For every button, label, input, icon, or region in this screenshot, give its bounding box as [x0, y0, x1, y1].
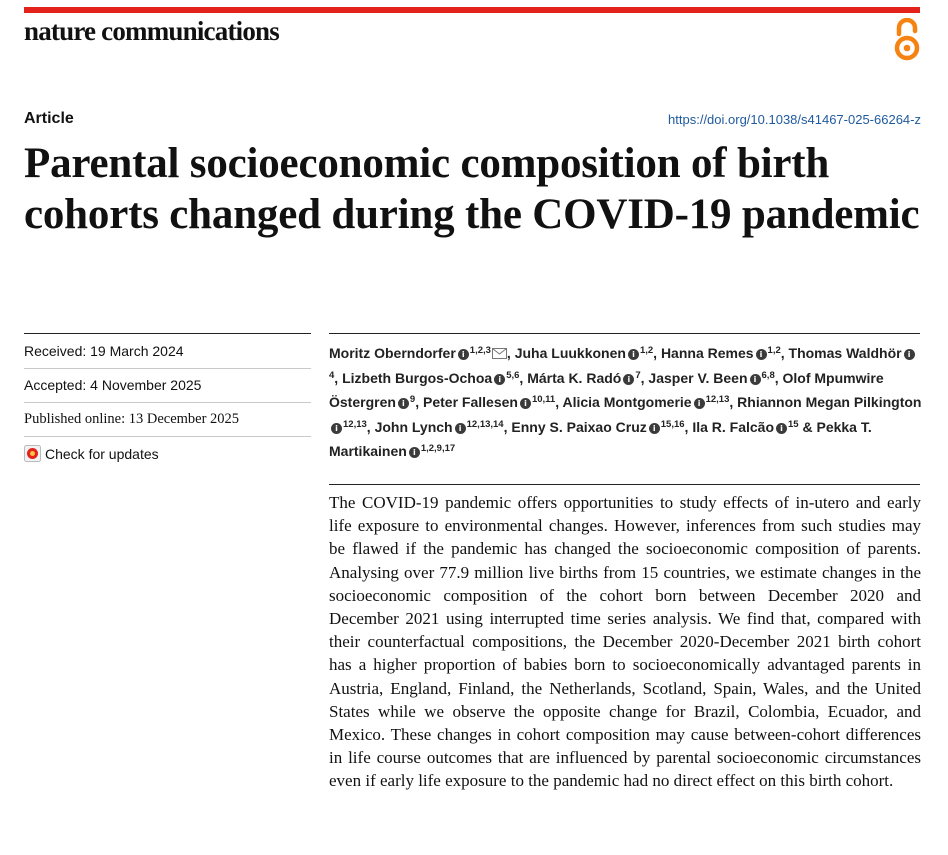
- author: [648, 370, 774, 386]
- author: [423, 394, 555, 410]
- author-separator: ,: [780, 345, 789, 361]
- author-separator: ,: [555, 394, 563, 411]
- abstract: The COVID-19 pandemic offers opportunities to study effects of in-utero and early life exposure to environmental changes. However, inferences from such studies may be flawed if the pandemic has changed the socioeconomic composition of parents. Analysing over 77.9 million live births from 15 countries, we estimate changes in the socioeconomic composition of the cohort born between December 2020 and December 2021 using interrupted time series analysis. We find that, compared with their counterfactual compositions, the December 2020-December 2021 birth cohort has a higher proportion of babies born to socioeconomically advantaged parents in Austria, England, Finland, the Netherlands, Scotland, Spain, Wales, and the United States while we observe the opposite change for Brazil, Colombia, Ecuador, and Mexico. These changes in cohort composition may cause between-cohort differences in life course outcomes that are influenced by parental socioeconomic circumstances even if early life exposure to the pandemic had no direct effect on this birth cohort.: [329, 493, 921, 791]
- author-separator: ,: [503, 418, 512, 435]
- author: [515, 345, 653, 361]
- affiliation-numbers: 12,13,14: [466, 418, 504, 430]
- journal-name: nature communications: [24, 16, 279, 46]
- author-separator: ,: [519, 369, 528, 386]
- affiliation-numbers: 12,13: [343, 418, 367, 430]
- affiliation-numbers: 1,2: [639, 345, 654, 356]
- author-name[interactable]: Pekka T. Martikainen: [329, 418, 872, 460]
- author-separator: ,: [640, 369, 649, 386]
- author-name[interactable]: Alicia Montgomerie: [562, 394, 692, 411]
- article-title: Parental socioeconomic composition of birth cohorts changed during the COVID-19 pandemic: [24, 140, 920, 238]
- orcid-icon[interactable]: i: [331, 423, 342, 434]
- orcid-icon[interactable]: i: [458, 349, 469, 360]
- author-separator: ,: [334, 369, 343, 386]
- affiliation-numbers: 10,11: [531, 394, 556, 406]
- orcid-icon[interactable]: i: [398, 398, 409, 409]
- author-separator: ,: [684, 418, 693, 435]
- meta-separator: [24, 436, 311, 437]
- author-name[interactable]: Márta K. Radó: [527, 369, 622, 386]
- orcid-icon[interactable]: i: [694, 398, 705, 409]
- check-updates-icon: [24, 445, 41, 462]
- author-name[interactable]: Enny S. Paixao Cruz: [511, 418, 647, 435]
- affiliation-numbers: 7: [635, 369, 641, 381]
- author: [329, 345, 507, 361]
- orcid-icon[interactable]: i: [409, 447, 420, 458]
- meta-separator: [24, 402, 311, 403]
- affiliation-numbers: 15: [788, 418, 799, 430]
- authors-divider: [329, 333, 920, 334]
- author-name[interactable]: Juha Luukkonen: [514, 345, 626, 361]
- doi-link[interactable]: https://doi.org/10.1038/s41467-025-66264-z: [668, 112, 921, 127]
- author-separator: &: [798, 418, 817, 435]
- orcid-icon[interactable]: i: [756, 349, 767, 360]
- affiliation-numbers: 15,16: [660, 418, 685, 430]
- author-separator: ,: [774, 369, 783, 386]
- author-separator: ,: [366, 418, 375, 435]
- author-separator: ,: [653, 345, 661, 361]
- orcid-icon[interactable]: i: [455, 423, 466, 434]
- author-name[interactable]: Ila R. Falcão: [692, 418, 775, 435]
- author: [511, 419, 684, 435]
- abstract-divider: [329, 484, 920, 485]
- orcid-icon[interactable]: i: [628, 349, 639, 360]
- author-list: [329, 340, 924, 463]
- author: [342, 370, 519, 386]
- affiliation-numbers: 12,13: [705, 394, 730, 406]
- author-name[interactable]: Moritz Oberndorfer: [329, 345, 456, 361]
- author-name[interactable]: Peter Fallesen: [423, 394, 518, 411]
- check-updates-button[interactable]: [24, 445, 159, 462]
- author-name[interactable]: Thomas Waldhör: [788, 345, 902, 361]
- orcid-icon[interactable]: i: [750, 374, 761, 385]
- affiliation-numbers: 1,2,3: [469, 345, 491, 356]
- open-access-icon: [892, 18, 922, 62]
- author-name[interactable]: Olof Mpumwire Östergren: [329, 369, 884, 411]
- author: [527, 370, 640, 386]
- author-separator: ,: [506, 345, 515, 361]
- accepted-date: Accepted: 4 November 2025: [24, 377, 202, 393]
- meta-divider: [24, 333, 311, 334]
- email-icon[interactable]: [492, 348, 507, 359]
- author-name[interactable]: John Lynch: [374, 418, 453, 435]
- author: [661, 345, 781, 361]
- received-date: Received: 19 March 2024: [24, 343, 184, 359]
- article-type: Article: [24, 110, 74, 127]
- author: [375, 419, 504, 435]
- check-updates-label: Check for updates: [45, 445, 159, 462]
- orcid-icon[interactable]: i: [776, 423, 787, 434]
- affiliation-numbers: 4: [329, 369, 335, 381]
- author-separator: ,: [729, 394, 738, 411]
- orcid-icon[interactable]: i: [904, 349, 915, 360]
- affiliation-numbers: 1,2,9,17: [420, 443, 456, 455]
- author-name[interactable]: Hanna Remes: [660, 345, 754, 361]
- author-name[interactable]: Jasper V. Been: [648, 369, 748, 386]
- author-name[interactable]: Lizbeth Burgos-Ochoa: [342, 369, 493, 386]
- affiliation-numbers: 5,6: [506, 369, 520, 381]
- author: [692, 419, 798, 435]
- affiliation-numbers: 6,8: [761, 369, 775, 381]
- author-name[interactable]: Rhiannon Megan Pilkington: [737, 394, 922, 411]
- author: [562, 394, 729, 410]
- affiliation-numbers: 9: [409, 394, 416, 406]
- affiliation-numbers: 1,2: [767, 345, 781, 356]
- meta-separator: [24, 368, 311, 369]
- published-date: Published online: 13 December 2025: [24, 411, 240, 427]
- author-separator: ,: [415, 394, 423, 411]
- journal-top-bar: [24, 7, 920, 13]
- orcid-icon[interactable]: i: [494, 374, 505, 385]
- orcid-icon[interactable]: i: [623, 374, 634, 385]
- orcid-icon[interactable]: i: [649, 423, 660, 434]
- orcid-icon[interactable]: i: [520, 398, 531, 409]
